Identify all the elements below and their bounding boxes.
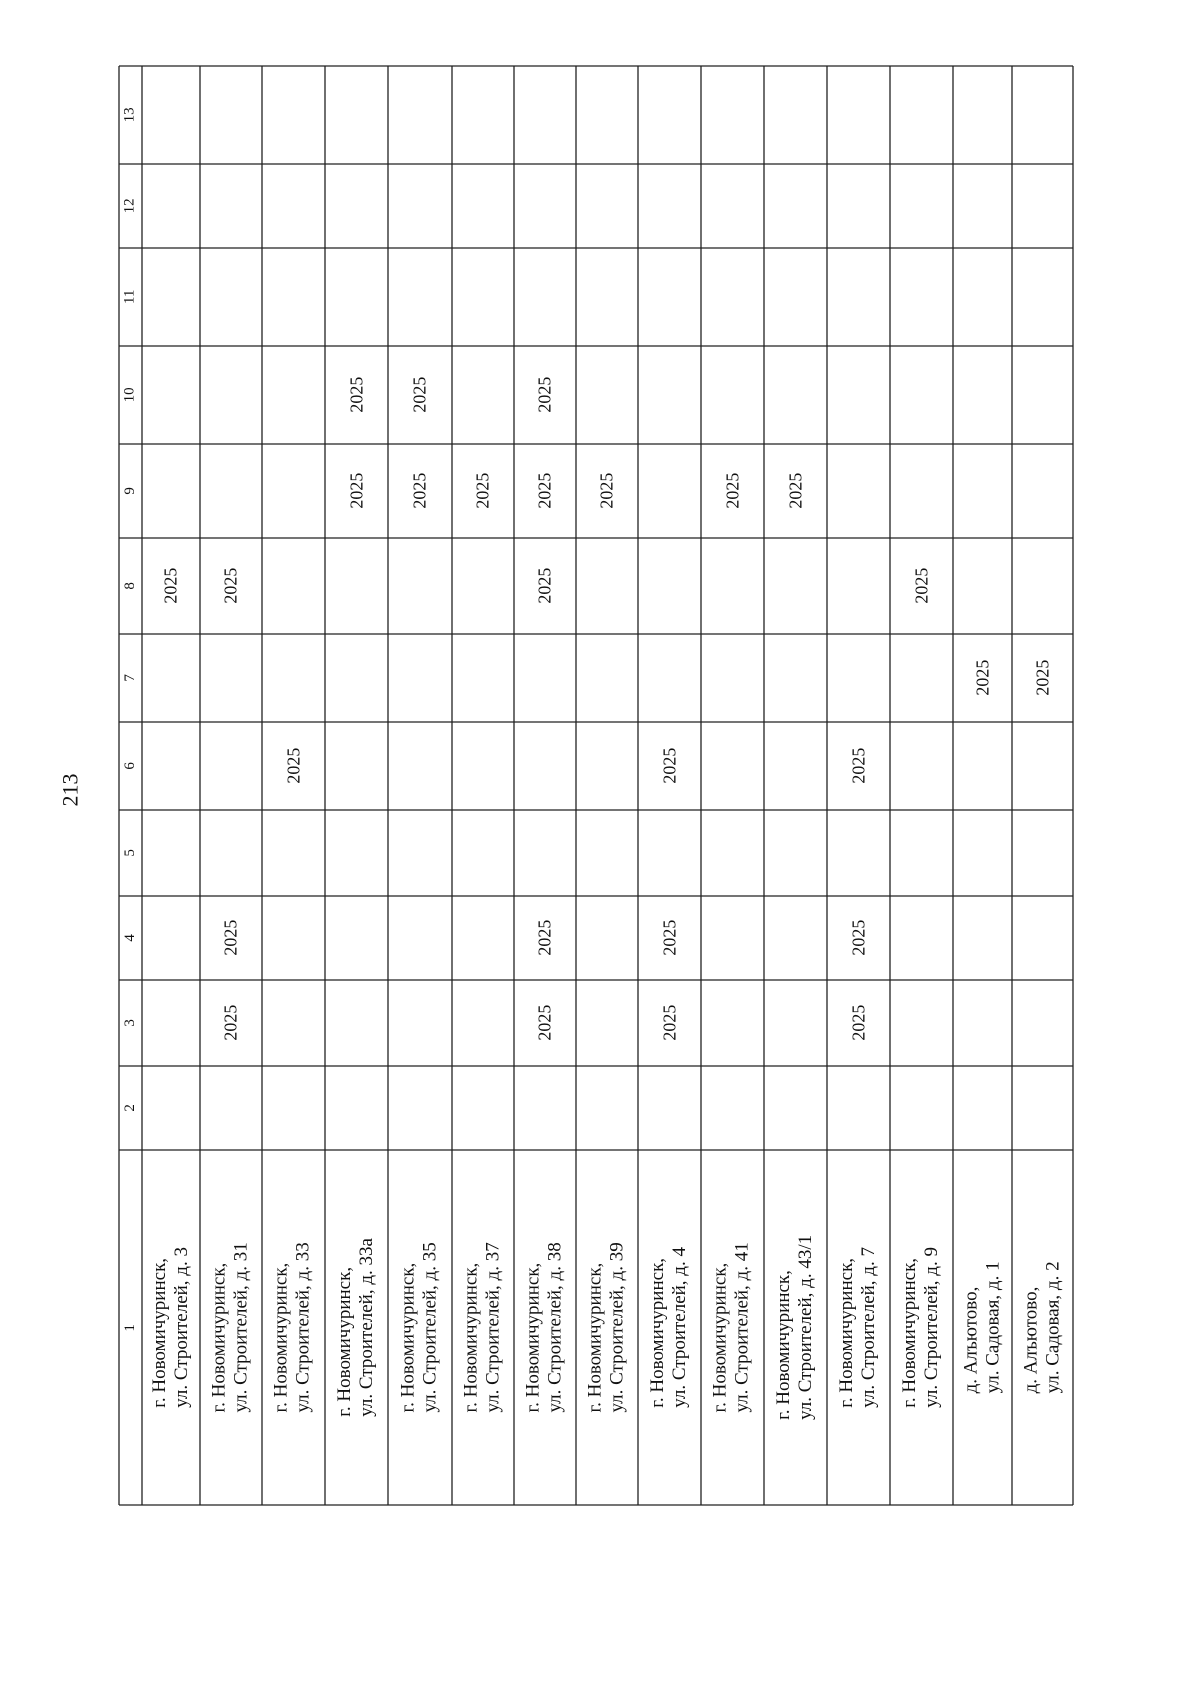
column-header-text: 7 (121, 674, 138, 682)
year-cell (142, 538, 200, 634)
year-cell (452, 444, 514, 538)
address-cell-text: г. Новомичуринск, ул. Строителей, д. 35 (397, 1242, 442, 1413)
column-header-text: 3 (121, 1019, 138, 1027)
column-header-text: 13 (121, 107, 138, 123)
year-cell-text: 2025 (721, 472, 742, 509)
column-header (119, 634, 142, 722)
year-cell (514, 538, 576, 634)
column-header-text: 9 (121, 487, 138, 495)
address-cell-text: г. Новомичуринск, ул. Строителей, д. 7 (836, 1247, 880, 1408)
year-cell-text: 2025 (658, 1004, 679, 1041)
column-header (119, 722, 142, 810)
address-cell (576, 1150, 638, 1505)
year-cell (827, 896, 890, 980)
address-cell-text: г. Новомичуринск, ул. Строителей, д. 41 (710, 1242, 754, 1413)
year-cell (262, 722, 325, 810)
year-cell-text: 2025 (282, 747, 303, 784)
column-header (119, 896, 142, 980)
year-cell-text: 2025 (534, 1004, 555, 1041)
column-header-text: 10 (121, 387, 138, 403)
year-cell (827, 722, 890, 810)
address-cell-text: г. Новомичуринск, ул. Строителей, д. 33а (334, 1238, 378, 1417)
address-cell-text: д. Алъютово, ул. Садовая, д. 2 (1020, 1261, 1064, 1394)
column-header (119, 980, 142, 1066)
address-cell-text: г. Новомичуринск, ул. Строителей, д. 3 (148, 1247, 193, 1408)
address-cell (514, 1150, 576, 1505)
address-cell (701, 1150, 764, 1505)
year-cell-text: 2025 (847, 919, 868, 956)
year-cell (576, 444, 638, 538)
column-header (119, 66, 142, 164)
address-cell (142, 1150, 200, 1505)
year-cell (764, 444, 827, 538)
column-header-text: 12 (121, 198, 138, 214)
column-header (119, 1150, 142, 1505)
address-cell (1012, 1150, 1073, 1505)
year-cell-text: 2025 (784, 472, 805, 509)
year-cell-text: 2025 (534, 472, 555, 509)
column-header (119, 164, 142, 248)
column-header-text: 6 (121, 762, 138, 770)
year-cell-text: 2025 (534, 919, 555, 956)
year-cell-text: 2025 (472, 472, 493, 509)
year-cell (200, 896, 262, 980)
address-cell-text: г. Новомичуринск, ул. Строителей, д. 33 (271, 1242, 315, 1413)
year-cell-text: 2025 (658, 919, 679, 956)
year-cell (514, 896, 576, 980)
column-header-text: 11 (121, 289, 138, 305)
year-cell (200, 538, 262, 634)
address-cell-text: д. Алъютово, ул. Садовая, д. 1 (960, 1261, 1004, 1394)
year-cell (638, 980, 701, 1066)
year-cell-text: 2025 (220, 919, 241, 956)
address-cell (262, 1150, 325, 1505)
address-cell-text: г. Новомичуринск, ул. Строителей, д. 9 (899, 1247, 943, 1408)
year-cell-text: 2025 (596, 472, 617, 509)
column-header (119, 810, 142, 896)
year-cell-text: 2025 (971, 659, 992, 696)
column-header-text: 8 (121, 582, 138, 590)
column-header-text: 2 (121, 1104, 138, 1112)
address-cell (890, 1150, 953, 1505)
address-cell-text: г. Новомичуринск, ул. Строителей, д. 4 (647, 1247, 691, 1408)
year-cell (638, 722, 701, 810)
year-cell-text: 2025 (847, 747, 868, 784)
year-cell (514, 346, 576, 444)
year-cell-text: 2025 (345, 376, 366, 413)
year-cell-text: 2025 (534, 376, 555, 413)
year-cell-text: 2025 (658, 747, 679, 784)
address-cell (452, 1150, 514, 1505)
year-cell (890, 538, 953, 634)
address-cell-text: г. Новомичуринск, ул. Строителей, д. 43/1 (773, 1234, 817, 1421)
year-cell (514, 444, 576, 538)
year-cell-text: 2025 (534, 567, 555, 604)
column-header-text: 4 (121, 934, 138, 942)
year-cell (325, 346, 388, 444)
column-header-text: 5 (121, 849, 138, 857)
address-cell (388, 1150, 452, 1505)
year-cell-text: 2025 (910, 567, 931, 604)
column-header (119, 444, 142, 538)
year-cell (514, 980, 576, 1066)
year-cell-text: 2025 (847, 1004, 868, 1041)
year-cell-text: 2025 (220, 1004, 241, 1041)
year-cell (638, 896, 701, 980)
year-cell (701, 444, 764, 538)
address-cell-text: г. Новомичуринск, ул. Строителей, д. 31 (208, 1242, 253, 1413)
year-cell (200, 980, 262, 1066)
column-header (119, 346, 142, 444)
year-cell (388, 346, 452, 444)
year-cell (325, 444, 388, 538)
address-cell (764, 1150, 827, 1505)
column-header (119, 1066, 142, 1150)
year-cell (1012, 634, 1073, 722)
column-header-text: 1 (121, 1323, 138, 1332)
column-header (119, 248, 142, 346)
address-cell-text: г. Новомичуринск, ул. Строителей, д. 38 (522, 1242, 567, 1413)
year-cell-text: 2025 (220, 567, 241, 604)
address-cell-text: г. Новомичуринск, ул. Строителей, д. 39 (584, 1242, 629, 1413)
address-cell (200, 1150, 262, 1505)
year-cell-text: 2025 (1031, 659, 1052, 696)
year-cell-text: 2025 (160, 567, 181, 604)
year-cell-text: 2025 (345, 472, 366, 509)
year-cell-text: 2025 (409, 376, 430, 413)
year-cell (388, 444, 452, 538)
year-cell-text: 2025 (409, 472, 430, 509)
page-number-text: 213 (57, 773, 82, 807)
year-cell (953, 634, 1012, 722)
year-cell (827, 980, 890, 1066)
address-cell-text: г. Новомичуринск, ул. Строителей, д. 37 (460, 1242, 505, 1413)
column-header (119, 538, 142, 634)
address-cell (953, 1150, 1012, 1505)
address-cell (827, 1150, 890, 1505)
address-cell (325, 1150, 388, 1505)
address-cell (638, 1150, 701, 1505)
